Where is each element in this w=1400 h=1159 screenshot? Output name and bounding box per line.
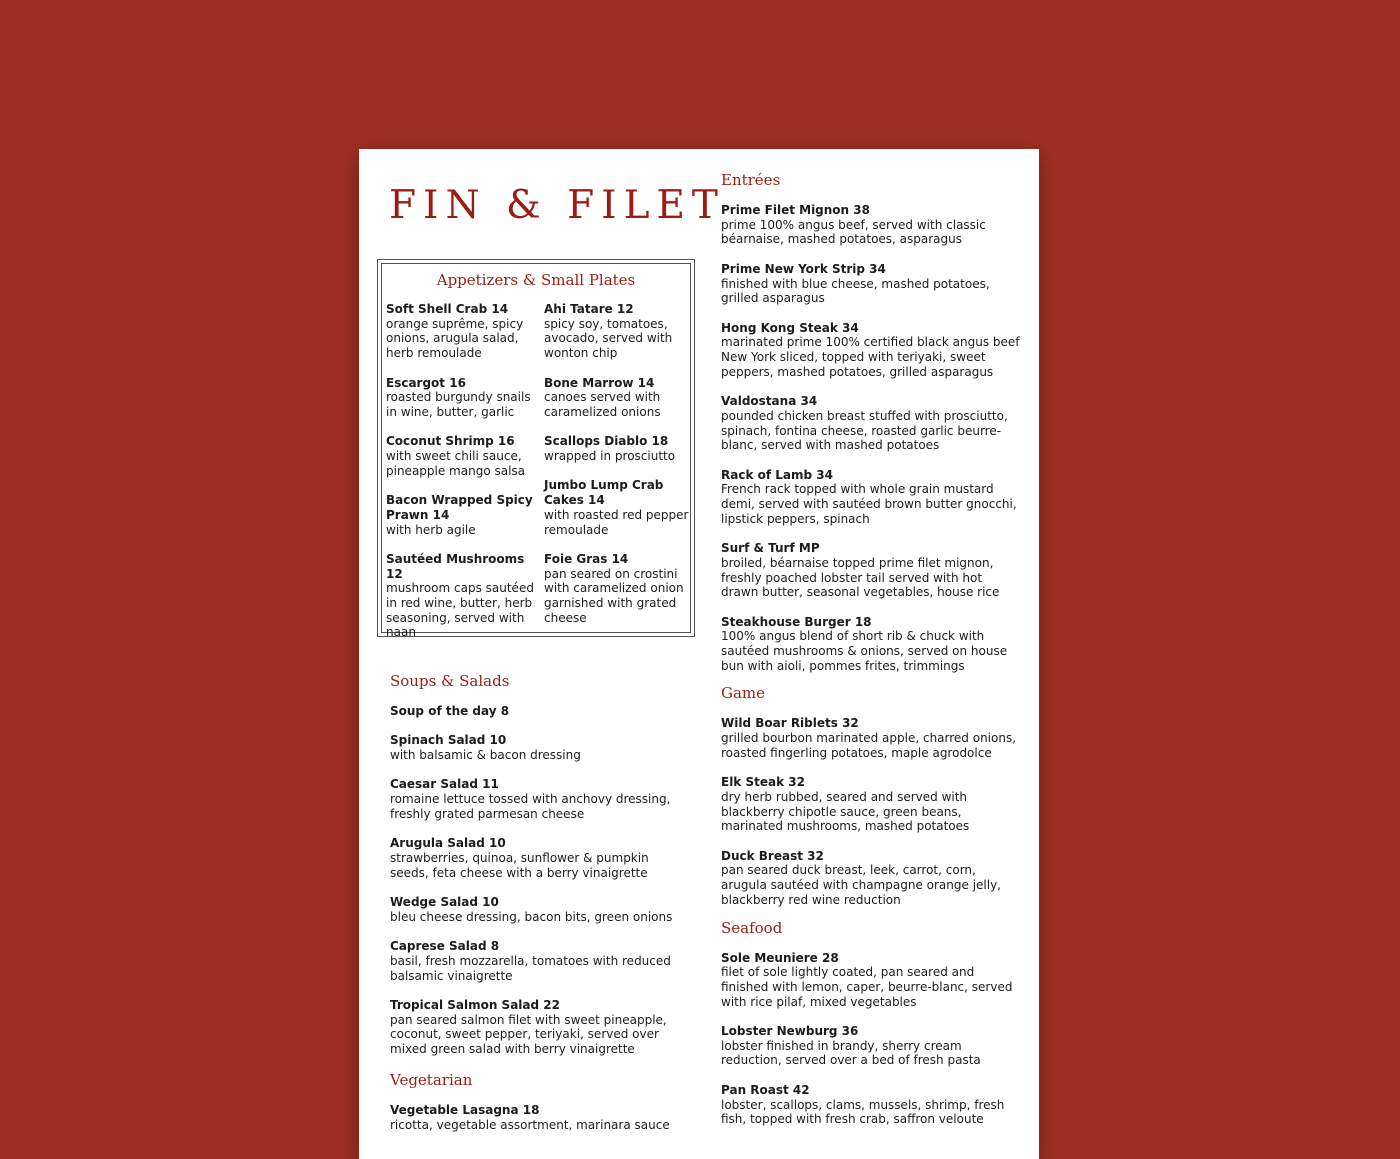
item-description: grilled bourbon marinated apple, charred onions, roasted fingerling potatoes, maple agrodolce	[721, 731, 1017, 760]
menu-item	[544, 302, 692, 361]
item-description: orange suprême, spicy onions, arugula salad, herb remoulade	[386, 316, 524, 361]
item-description: pan seared duck breast, leek, carrot, corn, arugula sautéed with champagne orange jelly, blackberry red wine reduction	[721, 863, 1001, 907]
menu-item	[386, 376, 534, 420]
item-name: Scallops Diablo 18	[544, 434, 669, 449]
item-name: Elk Steak 32	[721, 775, 805, 790]
menu-item	[390, 733, 690, 762]
menu-item	[721, 394, 1021, 453]
menu-item	[390, 939, 690, 983]
appetizers-title: Appetizers & Small Plates	[436, 271, 636, 289]
item-name: Wild Boar Riblets 32	[721, 716, 859, 731]
item-name: Sole Meuniere 28	[721, 950, 839, 965]
menu-item	[386, 493, 534, 537]
menu-item	[721, 849, 1021, 908]
item-name: Escargot 16	[386, 375, 466, 390]
item-name: Surf & Turf MP	[721, 541, 820, 556]
item-name: Caesar Salad 11	[390, 777, 499, 792]
item-description: French rack topped with whole grain mustard demi, served with sautéed brown butter gnocchi, lipstick peppers, spinach	[721, 482, 1017, 526]
item-description: spicy soy, tomatoes, avocado, served with wonton chip	[544, 316, 673, 361]
menu-item	[390, 704, 690, 719]
item-name: Soft Shell Crab 14	[386, 302, 509, 316]
item-description: with herb agile	[386, 522, 476, 537]
item-description: with roasted red pepper remoulade	[544, 507, 689, 537]
item-name: Ahi Tatare 12	[544, 302, 634, 316]
item-description: 100% angus blend of short rib & chuck with sautéed mushrooms & onions, served on house bun with aioli, pommes frites, trimmings	[721, 629, 1008, 673]
item-name: Hong Kong Steak 34	[721, 320, 859, 335]
item-description: lobster, scallops, clams, mussels, shrimp, fresh fish, topped with fresh crab, saffron veloute	[721, 1097, 1005, 1127]
menu-item	[721, 716, 1021, 760]
menu-item	[721, 1083, 1021, 1127]
item-name: Arugula Salad 10	[390, 836, 506, 851]
menu-item	[544, 552, 692, 626]
item-name: Bacon Wrapped Spicy Prawn 14	[386, 493, 533, 522]
item-description: pan seared salmon filet with sweet pineapple, coconut, sweet pepper, teriyaki, served over mixed green salad with berry vinaigrette	[390, 1012, 667, 1057]
item-description: prime 100% angus beef, served with classic béarnaise, mashed potatoes, asparagus	[721, 217, 986, 247]
item-description: romaine lettuce tossed with anchovy dressing, freshly grated parmesan cheese	[390, 792, 671, 821]
item-description: strawberries, quinoa, sunflower & pumpkin seeds, feta cheese with a berry vinaigrette	[390, 850, 649, 880]
menu-item	[390, 895, 690, 924]
item-description: with sweet chili sauce, pineapple mango salsa	[386, 449, 526, 478]
item-description: finished with blue cheese, mashed potatoes, grilled asparagus	[721, 276, 990, 306]
entrees-title: Entrées	[721, 171, 781, 189]
item-name: Spinach Salad 10	[390, 733, 507, 748]
item-name: Tropical Salmon Salad 22	[390, 997, 560, 1012]
item-description: marinated prime 100% certified black angus beef New York sliced, topped with teriyaki, sweet peppers, mashed potatoes, grilled asparagus	[721, 335, 1020, 379]
restaurant-name: FIN & FILET	[389, 183, 725, 228]
item-name: Prime New York Strip 34	[721, 261, 886, 276]
left-column	[390, 672, 690, 1148]
right-column	[721, 171, 1021, 1142]
menu-item	[721, 951, 1021, 1010]
item-name: Wedge Salad 10	[390, 895, 499, 910]
item-description: ricotta, vegetable assortment, marinara sauce	[390, 1118, 670, 1133]
item-description: canoes served with caramelized onions	[544, 390, 661, 419]
menu-item	[390, 998, 690, 1057]
menu-item	[721, 541, 1021, 600]
menu-item	[721, 775, 1021, 834]
game-title: Game	[721, 684, 766, 703]
menu-item	[721, 321, 1021, 380]
menu-item	[390, 777, 690, 821]
appetizers-box	[377, 259, 695, 640]
item-name: Lobster Newburg 36	[721, 1024, 859, 1039]
menu-item	[721, 203, 1021, 247]
menu-item	[721, 468, 1021, 527]
item-description: filet of sole lightly coated, pan seared and finished with lemon, caper, beurre-blanc, served with rice pilaf, mixed vegetables	[721, 965, 1013, 1009]
item-name: Soup of the day 8	[390, 704, 510, 718]
item-name: Rack of Lamb 34	[721, 467, 833, 482]
appetizers-right-column	[544, 302, 692, 640]
item-name: Pan Roast 42	[721, 1082, 810, 1097]
menu-item	[544, 376, 692, 420]
item-name: Jumbo Lump Crab Cakes 14	[544, 478, 664, 508]
menu-item	[390, 1103, 690, 1132]
item-description: mushroom caps sautéed in red wine, butter, herb seasoning, served with naan	[386, 581, 534, 640]
item-name: Vegetable Lasagna 18	[390, 1103, 540, 1118]
vegetarian-title: Vegetarian	[390, 1071, 473, 1090]
soups-salads-title: Soups & Salads	[390, 672, 510, 690]
item-name: Bone Marrow 14	[544, 375, 655, 390]
menu-item	[721, 1024, 1021, 1068]
menu-item	[386, 434, 534, 478]
appetizers-left-column	[386, 302, 534, 655]
item-name: Prime Filet Mignon 38	[721, 203, 870, 217]
menu-item	[544, 434, 692, 463]
menu-page	[359, 149, 1039, 1159]
item-name: Valdostana 34	[721, 394, 818, 409]
menu-item	[386, 552, 534, 640]
item-description: wrapped in prosciutto	[544, 449, 676, 463]
item-description: broiled, béarnaise topped prime filet mignon, freshly poached lobster tail served with hot drawn butter, seasonal vegetables, house rice	[721, 555, 1000, 600]
item-name: Coconut Shrimp 16	[386, 434, 515, 449]
item-name: Duck Breast 32	[721, 848, 824, 863]
item-description: basil, fresh mozzarella, tomatoes with reduced balsamic vinaigrette	[390, 953, 671, 983]
menu-item	[721, 262, 1021, 306]
item-description: bleu cheese dressing, bacon bits, green onions	[390, 909, 673, 924]
item-name: Caprese Salad 8	[390, 939, 500, 954]
seafood-title: Seafood	[721, 918, 783, 937]
menu-item	[544, 478, 692, 537]
item-description: dry herb rubbed, seared and served with blackberry chipotle sauce, green beans, marinated mushrooms, mashed potatoes	[721, 789, 970, 834]
menu-item	[386, 302, 534, 361]
menu-item	[390, 836, 690, 880]
item-description: with balsamic & bacon dressing	[390, 748, 581, 763]
item-description: roasted burgundy snails in wine, butter, garlic	[386, 390, 531, 419]
item-description: pounded chicken breast stuffed with prosciutto, spinach, fontina cheese, roasted garlic beurre-blanc, served with mashed potatoes	[721, 408, 1008, 453]
item-description: lobster finished in brandy, sherry cream reduction, served over a bed of fresh pasta	[721, 1038, 981, 1068]
item-name: Foie Gras 14	[544, 551, 629, 566]
item-name: Steakhouse Burger 18	[721, 614, 872, 629]
menu-item	[721, 615, 1021, 674]
item-name: Sautéed Mushrooms 12	[386, 551, 525, 581]
item-description: pan seared on crostini with caramelized onion garnished with grated cheese	[544, 566, 684, 625]
